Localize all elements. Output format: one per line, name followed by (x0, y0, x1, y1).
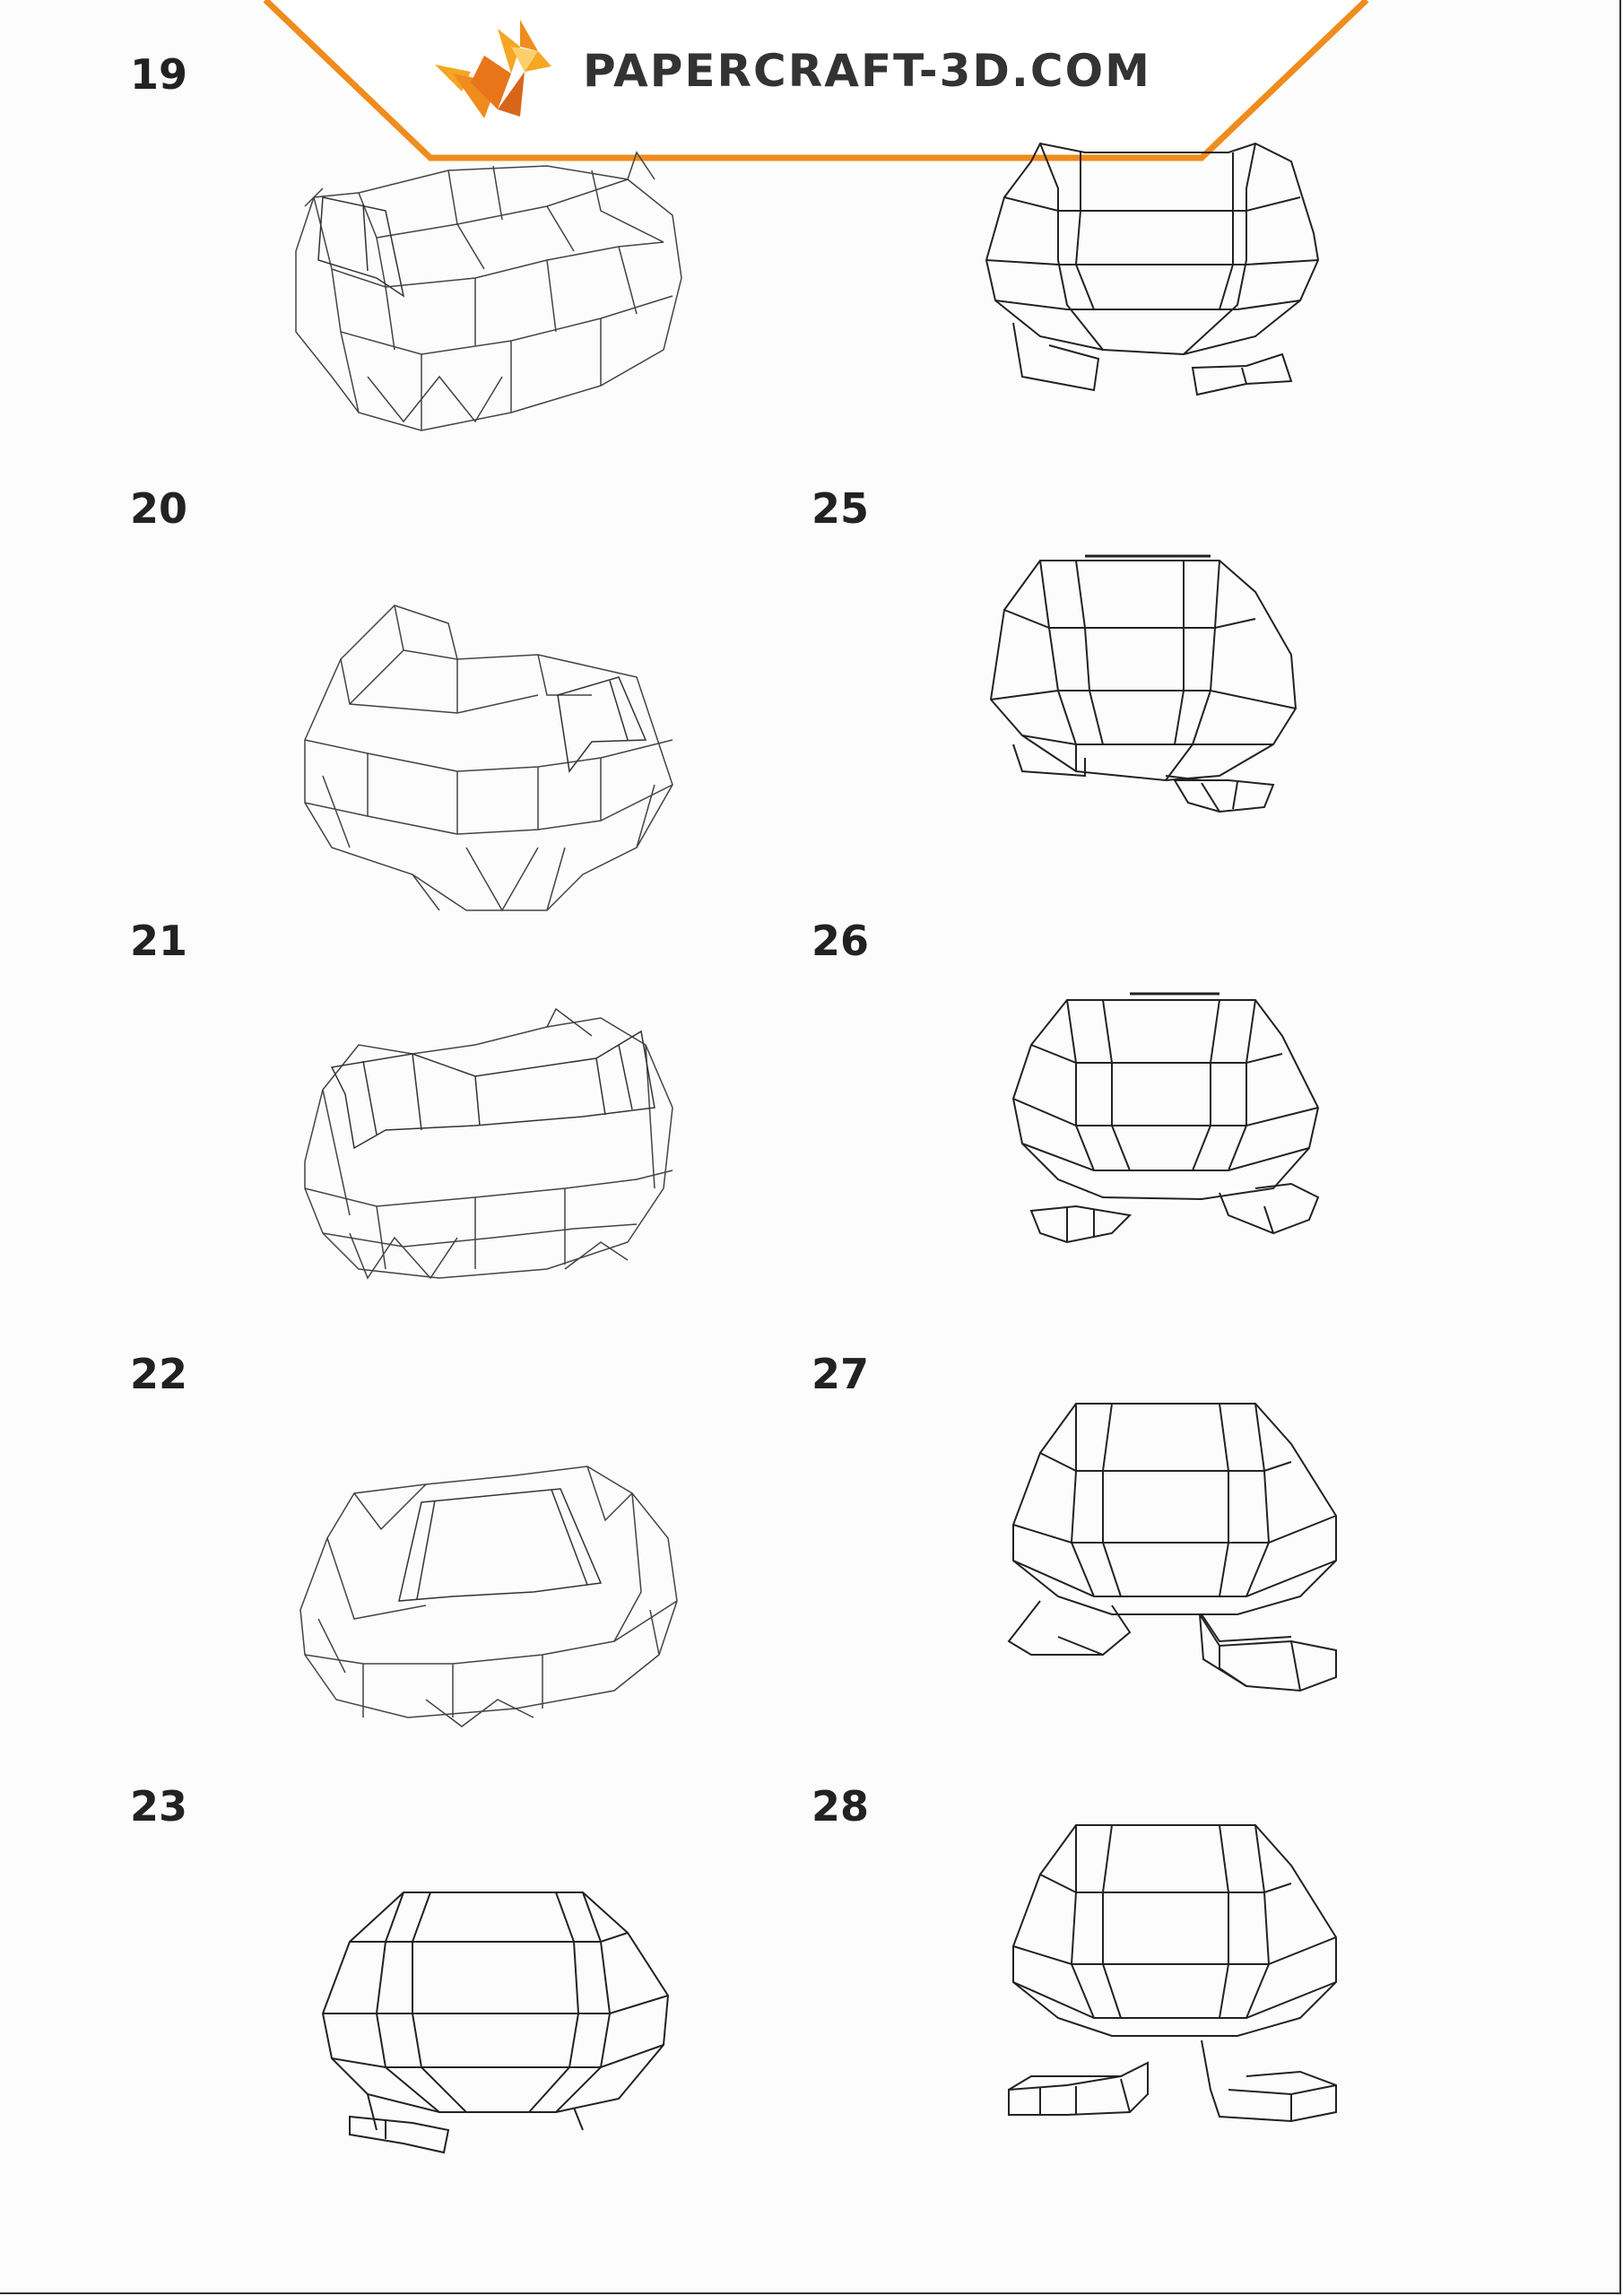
step-21-model (296, 1009, 681, 1287)
highlighted-foot (1009, 2063, 1148, 2115)
step-19-model (278, 152, 690, 448)
step-22-model (291, 1439, 681, 1726)
step-number: 26 (812, 917, 870, 965)
brand-name: PAPERCRAFT-3D.COM (583, 45, 1151, 97)
step-number: 20 (130, 484, 188, 533)
step-number: 28 (812, 1782, 870, 1831)
step-number: 27 (812, 1350, 870, 1398)
step-24-model (977, 144, 1336, 404)
step-number: 25 (812, 484, 870, 533)
step-20-model (296, 605, 681, 910)
step-number: 21 (130, 917, 188, 965)
highlighted-strip (1193, 354, 1291, 395)
highlighted-toe (1031, 1206, 1130, 1242)
step-26-model (1004, 991, 1327, 1251)
highlighted-strip (350, 2117, 448, 2152)
step-number: 19 (130, 50, 188, 99)
step-27-model (1004, 1399, 1345, 1704)
highlighted-toe (1175, 780, 1273, 812)
highlighted-panel (318, 197, 404, 296)
highlighted-panel (399, 1489, 601, 1601)
origami-fox-icon (435, 20, 551, 120)
step-28-model (1004, 1821, 1345, 2126)
step-25-model (986, 556, 1309, 825)
step-number: 23 (130, 1782, 188, 1831)
step-23-model (314, 1888, 673, 2148)
step-number: 22 (130, 1350, 188, 1398)
